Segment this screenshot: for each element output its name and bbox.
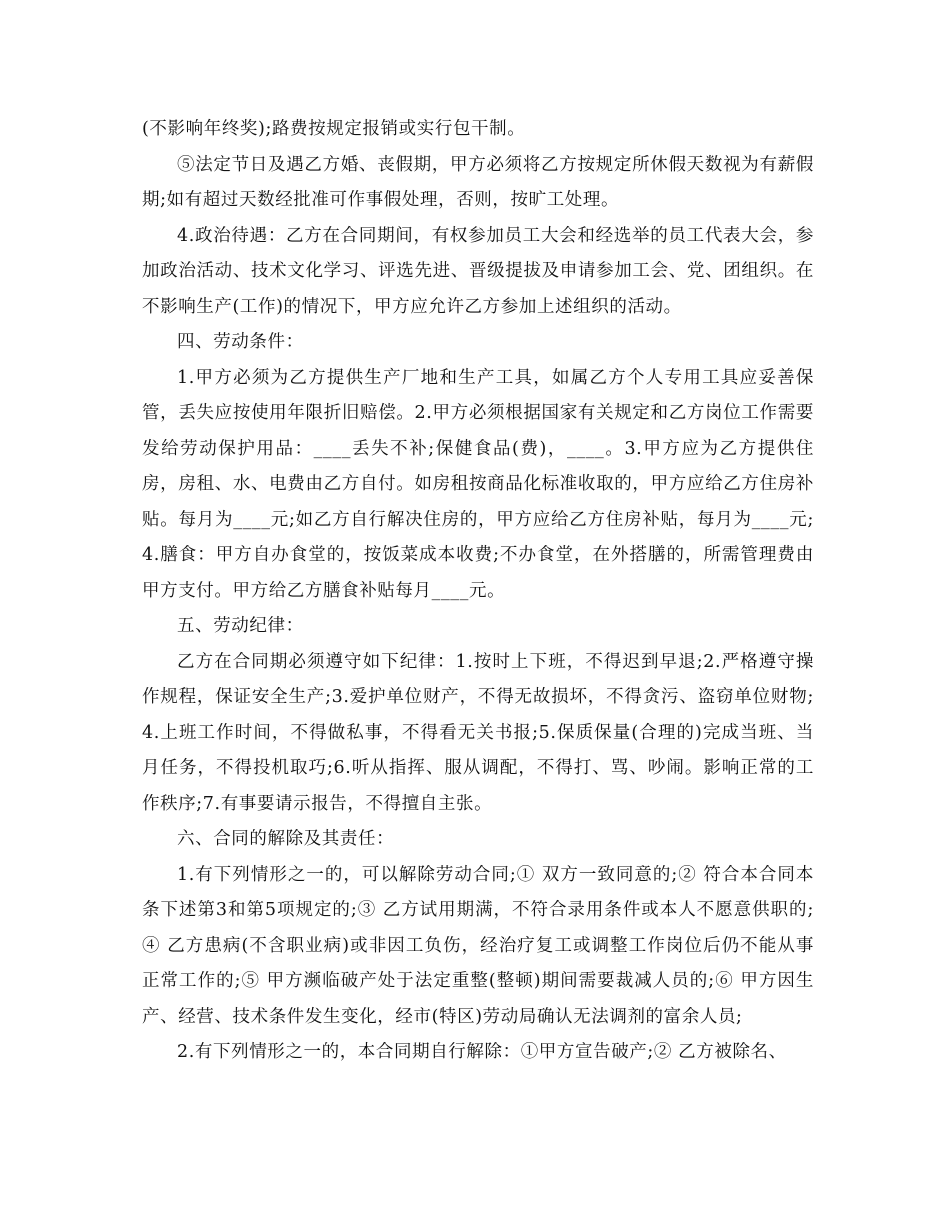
paragraph-travel-expenses: (不影响年终奖);路费按规定报销或实行包干制。 (142, 119, 526, 139)
paragraph-statutory-holidays: ⑤法定节日及遇乙方婚、丧假期，甲方必须将乙方按规定所休假天数视为有薪假期;如有超过天数经批准可作事假处理，否则，按旷工处理。 (142, 154, 814, 210)
section-heading-contract-termination: 六、合同的解除及其责任： (177, 829, 395, 849)
paragraph-labor-discipline: 乙方在合同期必须遵守如下纪律：1.按时上下班，不得迟到早退;2.严格遵守操作规程，保证安全生产;3.爱护单位财产，不得无故损坏，不得贪污、盗窃单位财物;4.上班工作时间，不得做私事，不得看无关书报;5.保质保量(合理的)完成当班、当月任务，不得投机取巧;6.听从指挥、服从调配，不得打、骂、吵闹。影响正常的工作秩序;7.有事要请示报告，不得擅自主张。 (142, 651, 814, 814)
paragraph-termination-conditions: 1.有下列情形之一的，可以解除劳动合同;① 双方一致同意的;② 符合本合同本条下述第3和第5项规定的;③ 乙方试用期满，不符合录用条件或本人不愿意供职的;④ 乙方患病(不含职业病)或非因工负伤，经治疗复工或调整工作岗位后仍不能从事正常工作的;⑤ 甲方濒临破产处于法定重整(整顿)期间需要裁减人员的;⑥ 甲方因生产、经营、技术条件发生变化，经市(特区)劳动局确认无法调剂的富余人员; (142, 864, 814, 1027)
section-heading-labor-discipline: 五、劳动纪律： (177, 616, 304, 636)
paragraph-automatic-termination: 2.有下列情形之一的，本合同期自行解除：①甲方宣告破产;② 乙方被除名、 (177, 1042, 787, 1062)
paragraph-political-treatment: 4.政治待遇：乙方在合同期间，有权参加员工大会和经选举的员工代表大会，参加政治活动、技术文化学习、评选先进、晋级提拔及申请参加工会、党、团组织。在不影响生产(工作)的情况下，甲方应允许乙方参加上述组织的活动。 (142, 225, 814, 317)
document-page (142, 112, 814, 1071)
section-heading-labor-conditions: 四、劳动条件： (177, 332, 304, 352)
paragraph-labor-conditions: 1.甲方必须为乙方提供生产厂地和生产工具，如属乙方个人专用工具应妥善保管，丢失应按使用年限折旧赔偿。2.甲方必须根据国家有关规定和乙方岗位工作需要发给劳动保护用品：____丢失不补;保健食品(费)，____。3.甲方应为乙方提供住房，房租、水、电费由乙方自付。如房租按商品化标准收取的，甲方应给乙方住房补贴。每月为____元;如乙方自行解决住房的，甲方应给乙方住房补贴，每月为____元;4.膳食：甲方自办食堂的，按饭菜成本收费;不办食堂，在外搭膳的，所需管理费由甲方支付。甲方给乙方膳食补贴每月____元。 (142, 367, 814, 601)
